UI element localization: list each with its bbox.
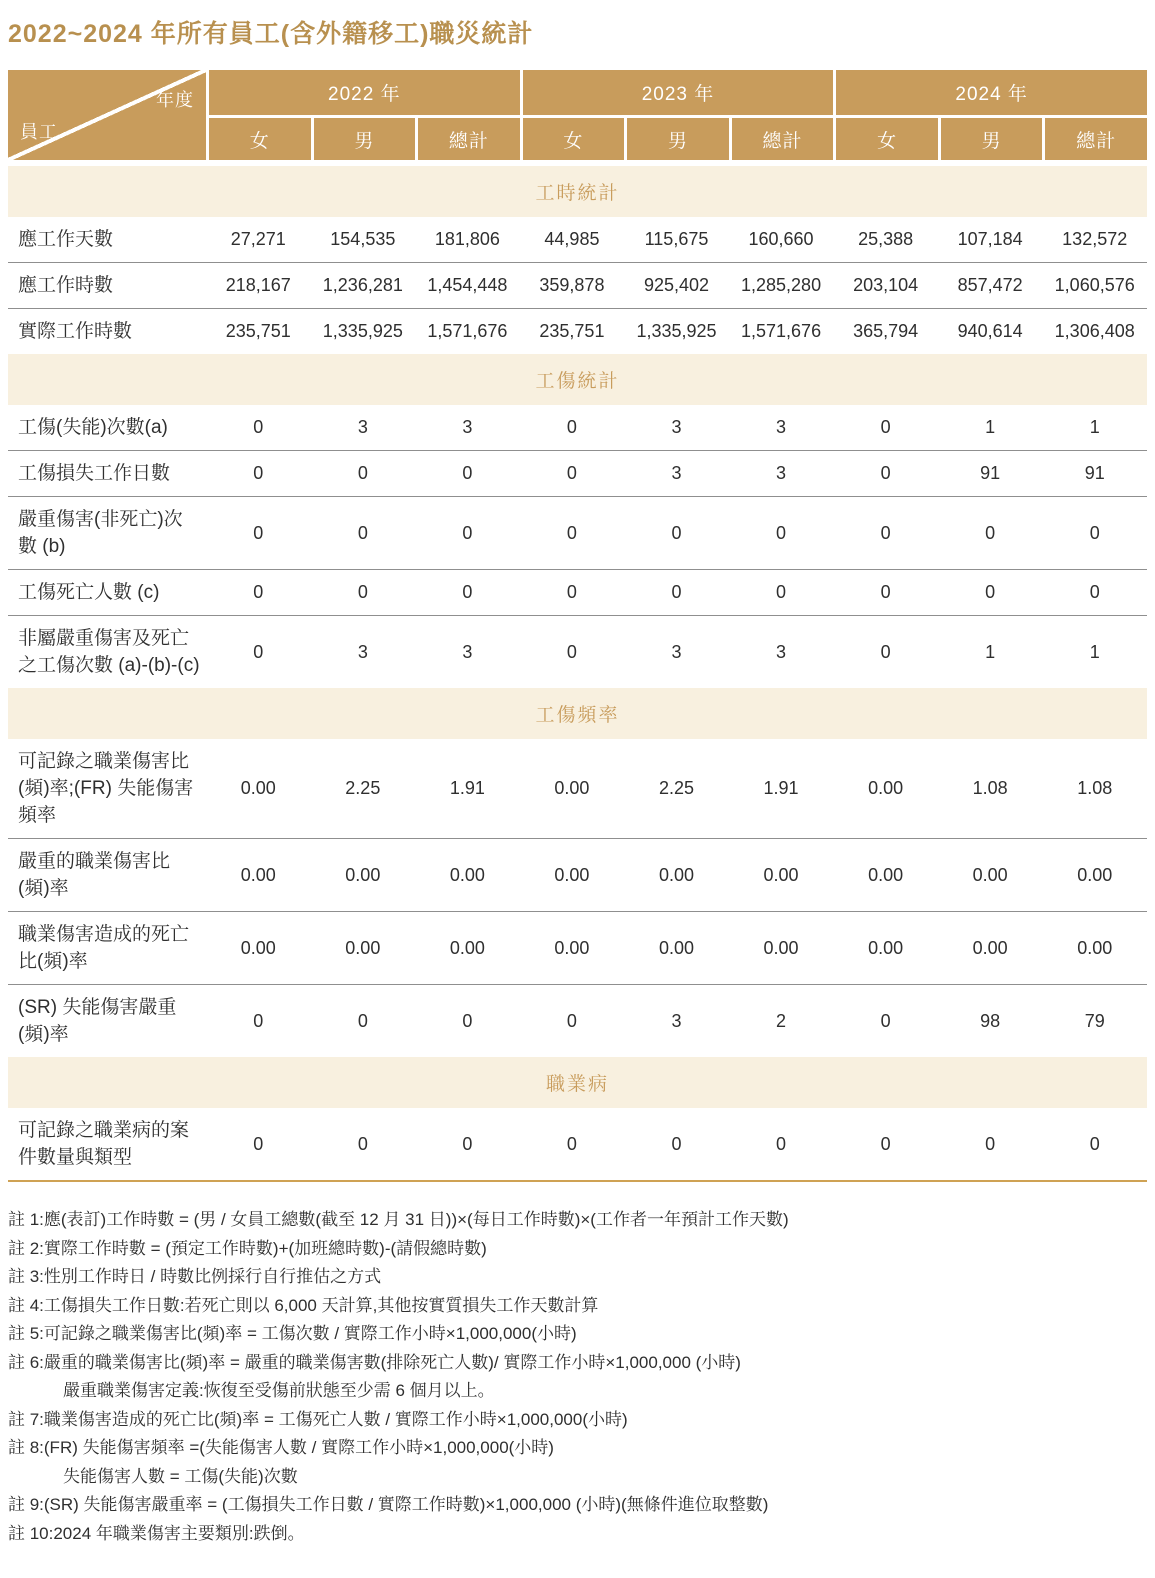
cell-value: 0.00 (868, 778, 904, 798)
cell-value: 1 (985, 641, 996, 662)
cell-value: 0.00 (1077, 937, 1113, 958)
table-row (8, 911, 1147, 984)
cell-value: 0 (671, 522, 682, 543)
footnotes (8, 1206, 1147, 1548)
cell-value: 1 (985, 417, 996, 437)
cell-value: 2 (776, 1010, 787, 1031)
cell-value: 0.00 (449, 864, 485, 885)
cell-value: 0.00 (240, 778, 276, 798)
table-row (8, 405, 1147, 450)
row-label: (SR) 失能傷害嚴重(頻)率 (18, 997, 177, 1045)
cell-value: 0 (357, 463, 368, 483)
cell-value: 3 (776, 417, 787, 437)
cell-value: 0 (253, 1010, 264, 1031)
cell-value: 0.00 (345, 864, 381, 885)
footnote: 註 6:嚴重的職業傷害比(頻)率 = 嚴重的職業傷害數(排除死亡人數)/ 實際工作小時×1,000,000 (小時) (8, 1352, 741, 1372)
cell-value: 0 (776, 1133, 787, 1154)
subheader-2022-total: 總計 (418, 118, 520, 160)
cell-value: 0 (566, 582, 577, 602)
cell-value: 0 (566, 417, 577, 437)
section-band: 工時統計 (8, 166, 1147, 217)
year-header-2022: 2022 年 (209, 70, 520, 115)
cell-value: 1,571,676 (741, 321, 822, 341)
cell-value: 1,454,448 (427, 275, 508, 295)
cell-value: 0 (357, 1010, 368, 1031)
cell-value: 218,167 (225, 275, 291, 295)
table-row (8, 496, 1147, 569)
cell-value: 0 (566, 1010, 577, 1031)
cell-value: 1,571,676 (427, 321, 508, 341)
cell-value: 115,675 (644, 229, 709, 249)
cell-value: 0 (880, 463, 891, 483)
cell-value: 98 (980, 1010, 1001, 1031)
cell-value: 0 (776, 522, 787, 543)
cell-value: 1,335,925 (322, 321, 403, 341)
cell-value: 0 (253, 641, 264, 662)
cell-value: 0 (880, 1133, 891, 1154)
subheader-2022-male: 男 (314, 118, 416, 160)
cell-value: 91 (980, 463, 1001, 483)
cell-value: 1.91 (449, 778, 485, 798)
cell-value: 3 (671, 1010, 682, 1031)
cell-value: 181,806 (434, 229, 500, 249)
row-label: 工傷(失能)次數(a) (18, 417, 168, 438)
subheader-2024-total: 總計 (1045, 118, 1147, 160)
diagonal-corner-cell (8, 70, 206, 160)
cell-value: 0.00 (554, 778, 590, 798)
cell-value: 0 (357, 582, 368, 602)
cell-value: 0 (253, 522, 264, 543)
cell-value: 235,751 (225, 321, 291, 341)
corner-label-employee: 員工 (20, 122, 58, 142)
row-label: 可記錄之職業傷害比(頻)率;(FR) 失能傷害頻率 (18, 751, 194, 826)
table-row (8, 615, 1147, 688)
cell-value: 3 (357, 641, 368, 662)
year-header-2024: 2024 年 (836, 70, 1147, 115)
cell-value: 1,060,576 (1054, 275, 1135, 295)
cell-value: 1,285,280 (741, 275, 822, 295)
row-label: 工傷損失工作日數 (18, 463, 171, 484)
cell-value: 0 (462, 1010, 473, 1031)
cell-value: 0 (880, 582, 891, 602)
cell-value: 0.00 (1077, 864, 1113, 885)
footnote: 註 9:(SR) 失能傷害嚴重率 = (工傷損失工作日數 / 實際工作時數)×1,000,000 (小時)(無條件進位取整數) (8, 1495, 769, 1514)
cell-value: 132,572 (1062, 229, 1128, 249)
cell-value: 0 (253, 463, 264, 483)
row-label: 應工作天數 (18, 229, 114, 250)
cell-value: 0 (253, 582, 264, 602)
cell-value: 0 (880, 417, 891, 437)
cell-value: 0 (985, 1133, 996, 1154)
cell-value: 1,236,281 (322, 275, 403, 295)
cell-value: 0 (253, 417, 264, 437)
cell-value: 0 (1089, 1133, 1100, 1154)
table-row (8, 217, 1147, 262)
section-band: 職業病 (8, 1057, 1147, 1108)
cell-value: 0.00 (449, 937, 485, 958)
cell-value: 359,878 (539, 275, 605, 295)
table-header (8, 70, 1147, 160)
footnote: 註 7:職業傷害造成的死亡比(頻)率 = 工傷死亡人數 / 實際工作小時×1,000,000(小時) (8, 1409, 628, 1429)
cell-value: 0 (880, 1010, 891, 1031)
cell-value: 0 (671, 582, 682, 602)
cell-value: 0.00 (240, 937, 276, 958)
cell-value: 0 (566, 522, 577, 543)
table-row (8, 308, 1147, 354)
table-row (8, 984, 1147, 1057)
row-label: 工傷死亡人數 (c) (18, 582, 160, 603)
subheader-2022-female: 女 (209, 118, 311, 160)
table-row (8, 739, 1147, 838)
cell-value: 3 (671, 463, 682, 483)
cell-value: 2.25 (658, 778, 695, 798)
cell-value: 1 (1089, 641, 1100, 662)
subheader-2023-female: 女 (523, 118, 625, 160)
cell-value: 3 (776, 641, 787, 662)
cell-value: 235,751 (539, 321, 605, 341)
table-row (8, 838, 1147, 911)
table-row (8, 262, 1147, 308)
cell-value: 0 (776, 582, 787, 602)
table-row (8, 569, 1147, 615)
cell-value: 203,104 (853, 275, 919, 295)
footnote: 失能傷害人數 = 工傷(失能)次數 (63, 1466, 298, 1486)
cell-value: 0 (880, 522, 891, 543)
footnote: 嚴重職業傷害定義:恢復至受傷前狀態至少需 6 個月以上。 (63, 1381, 495, 1400)
cell-value: 0 (357, 522, 368, 543)
section-band: 工傷頻率 (8, 688, 1147, 739)
cell-value: 25,388 (858, 229, 914, 249)
cell-value: 0 (566, 641, 577, 662)
cell-value: 1.91 (763, 778, 799, 798)
cell-value: 0 (357, 1133, 368, 1154)
cell-value: 1 (1089, 417, 1100, 437)
footnote: 註 4:工傷損失工作日數:若死亡則以 6,000 天計算,其他按實質損失工作天數計算 (8, 1295, 599, 1315)
subheader-2024-male: 男 (941, 118, 1043, 160)
cell-value: 3 (462, 417, 473, 437)
row-label: 嚴重的職業傷害比(頻)率 (18, 851, 171, 899)
cell-value: 0 (462, 522, 473, 543)
cell-value: 3 (462, 641, 473, 662)
subheader-2023-male: 男 (627, 118, 729, 160)
cell-value: 44,985 (544, 229, 600, 249)
cell-value: 154,535 (330, 229, 396, 249)
footnote: 註 5:可記錄之職業傷害比(頻)率 = 工傷次數 / 實際工作小時×1,000,000(小時) (8, 1324, 577, 1343)
cell-value: 0.00 (658, 864, 695, 885)
cell-value: 0 (985, 522, 996, 543)
cell-value: 1,306,408 (1054, 321, 1135, 341)
cell-value: 857,472 (957, 275, 1023, 295)
row-label: 非屬嚴重傷害及死亡之工傷次數 (a)-(b)-(c) (18, 628, 200, 676)
row-label: 應工作時數 (18, 275, 114, 296)
cell-value: 0.00 (763, 864, 799, 885)
row-label: 職業傷害造成的死亡比(頻)率 (18, 924, 190, 972)
cell-value: 1,335,925 (636, 321, 717, 341)
cell-value: 0 (1089, 582, 1100, 602)
footnote: 註 1:應(表訂)工作時數 = (男 / 女員工總數(截至 12 月 31 日))×(每日工作時數)×(工作者一年預計工作天數) (8, 1210, 789, 1229)
cell-value: 0.00 (868, 864, 904, 885)
cell-value: 1.08 (1077, 778, 1113, 798)
cell-value: 160,660 (748, 229, 814, 249)
table-body (8, 166, 1147, 1182)
cell-value: 0 (566, 1133, 577, 1154)
cell-value: 3 (357, 417, 368, 437)
cell-value: 79 (1084, 1010, 1105, 1031)
cell-value: 3 (776, 463, 787, 483)
cell-value: 0 (253, 1133, 264, 1154)
cell-value: 0.00 (868, 937, 904, 958)
cell-value: 0 (462, 463, 473, 483)
table-row (8, 450, 1147, 496)
cell-value: 0.00 (345, 937, 381, 958)
cell-value: 0 (880, 641, 891, 662)
cell-value: 1.08 (972, 778, 1008, 798)
cell-value: 365,794 (853, 321, 919, 341)
cell-value: 0 (462, 1133, 473, 1154)
cell-value: 3 (671, 641, 682, 662)
cell-value: 3 (671, 417, 682, 437)
year-header-2023: 2023 年 (523, 70, 834, 115)
cell-value: 0.00 (658, 937, 695, 958)
statistics-table (8, 70, 1147, 1182)
footnote: 註 2:實際工作時數 = (預定工作時數)+(加班總時數)-(請假總時數) (8, 1238, 487, 1258)
cell-value: 0 (985, 582, 996, 602)
cell-value: 940,614 (957, 321, 1023, 341)
row-label: 可記錄之職業病的案件數量與類型 (18, 1120, 190, 1168)
cell-value: 2.25 (345, 778, 381, 798)
cell-value: 0 (462, 582, 473, 602)
cell-value: 107,184 (957, 229, 1023, 249)
cell-value: 0.00 (240, 864, 276, 885)
cell-value: 0.00 (554, 864, 590, 885)
table-row (8, 1108, 1147, 1180)
subheader-2023-total: 總計 (732, 118, 834, 160)
cell-value: 0.00 (972, 937, 1008, 958)
row-label: 實際工作時數 (18, 321, 133, 342)
cell-value: 0 (671, 1133, 682, 1154)
subheader-2024-female: 女 (836, 118, 938, 160)
cell-value: 0.00 (763, 937, 799, 958)
corner-label-year: 年度 (156, 90, 194, 110)
footnote: 註 3:性別工作時日 / 時數比例採行自行推估之方式 (8, 1267, 382, 1286)
cell-value: 91 (1084, 463, 1105, 483)
row-label: 嚴重傷害(非死亡)次數 (b) (18, 509, 183, 557)
footnote: 註 10:2024 年職業傷害主要類別:跌倒。 (8, 1523, 305, 1543)
cell-value: 0.00 (554, 937, 590, 958)
cell-value: 0 (1089, 522, 1100, 543)
section-band: 工傷統計 (8, 354, 1147, 405)
footnote: 註 8:(FR) 失能傷害頻率 =(失能傷害人數 / 實際工作小時×1,000,000(小時) (8, 1438, 554, 1457)
cell-value: 0 (566, 463, 577, 483)
cell-value: 0.00 (972, 864, 1008, 885)
cell-value: 925,402 (643, 275, 710, 295)
cell-value: 27,271 (230, 229, 286, 249)
page-title: 2022~2024 年所有員工(含外籍移工)職災統計 (8, 20, 534, 48)
